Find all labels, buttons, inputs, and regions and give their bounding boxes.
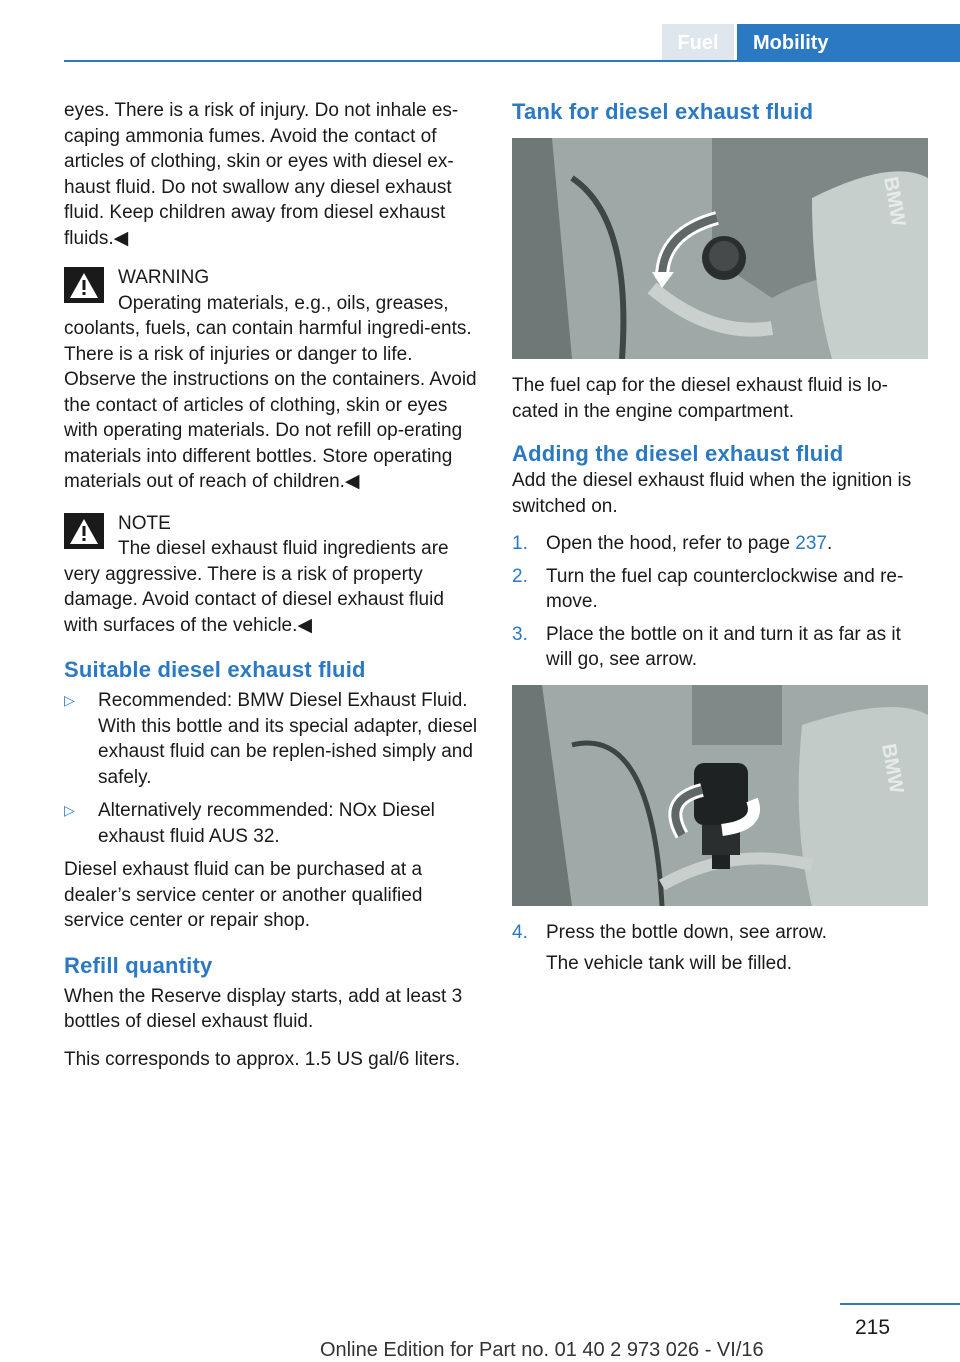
steps-list [512, 531, 928, 673]
edition-footer: Online Edition for Part no. 01 40 2 973 026 - VI/16 [320, 1339, 764, 1361]
list-item [512, 622, 928, 673]
refill-text-1: When the Reserve display starts, add at least 3 bottles of diesel exhaust fluid. [64, 985, 463, 1032]
tank-heading: Tank for diesel exhaust fluid [512, 99, 814, 124]
note-block [64, 509, 480, 639]
bullet-marker-icon: ▷ [64, 692, 75, 708]
list-item [512, 920, 928, 977]
header-rule [64, 60, 960, 62]
step-number: 4. [512, 921, 528, 943]
refill-heading: Refill quantity [64, 952, 213, 978]
brand-lettering: BMW [877, 741, 908, 795]
adding-text: Add the diesel exhaust fluid when the ignition is switched on. [512, 470, 912, 517]
step-text: Place the bottle on it and turn it as far as it will go, see arrow. [546, 623, 901, 670]
list-item [512, 531, 928, 557]
right-column [512, 98, 928, 984]
warning-text: Operating materials, e.g., oils, greases, coolants, fuels, can contain harmful ingredi‐ents. There is a risk of injuries or danger to life. Observe the instructions on the containers. Avoid the contact of articles of clothing, skin or eyes with operating materials. Do not refill op‐erating materials into different bottles. Store operating materials out of reach of children.◀ [64, 292, 477, 492]
list-item-text: Alternatively recommended: NOx Diesel exhaust fluid AUS 32. [98, 800, 435, 847]
engine-fuel-cap-photo [512, 138, 928, 359]
suitable-list [64, 688, 480, 849]
page-number: 215 [855, 1316, 891, 1339]
suitable-heading: Suitable diesel exhaust fluid [64, 657, 366, 682]
warning-title: WARNING [118, 267, 210, 288]
steps-list-continued [512, 920, 928, 977]
list-item [512, 564, 928, 615]
list-item [64, 798, 480, 849]
step-number: 1. [512, 533, 528, 554]
suitable-text: Diesel exhaust fluid can be purchased at a dealer’s service center or another qualified service center or repair shop. [64, 859, 423, 931]
list-item [64, 688, 480, 790]
list-item-text: Recommended: BMW Diesel Exhaust Fluid. With this bottle and its special adapter, diesel exhaust fluid can be replen‐ished simply and safely. [98, 690, 478, 788]
adding-heading: Adding the diesel exhaust fluid [512, 441, 844, 466]
tank-text: The fuel cap for the diesel exhaust fluid is lo‐cated in the engine compartment. [512, 375, 888, 422]
step-number: 3. [512, 623, 528, 645]
left-column [64, 98, 480, 1084]
brand-lettering: BMW [879, 175, 910, 229]
page-link[interactable]: 237 [795, 533, 827, 554]
step-number: 2. [512, 565, 528, 587]
page-header [0, 0, 960, 64]
note-text: The diesel exhaust fluid ingredients are very aggressive. There is a risk of property damage. Avoid contact of diesel exhaust fluid with surfaces of the vehicle.◀ [64, 538, 449, 636]
warning-triangle-icon [64, 267, 104, 303]
step-text: Press the bottle down, see arrow. [546, 921, 827, 943]
footer-rule [840, 1303, 960, 1305]
step-text: Turn the fuel cap counterclockwise and re‐move. [546, 565, 904, 612]
bottle-on-filler-photo [512, 685, 928, 906]
refill-text-2: This corresponds to approx. 1.5 US gal/6 liters. [64, 1048, 461, 1070]
intro-paragraph: eyes. There is a risk of injury. Do not inhale es‐caping ammonia fumes. Avoid the contact of articles of clothing, skin or eyes with diesel ex‐haust fluid. Do not swallow any diesel exhaust fluid. Keep children away from diesel exhaust fluids.◀ [64, 100, 459, 249]
tab-mobility[interactable]: Mobility [737, 24, 960, 62]
bullet-marker-icon: ▷ [64, 802, 75, 818]
warning-block [64, 263, 480, 495]
step-subtext: The vehicle tank will be filled. [546, 953, 793, 974]
step-text-end: . [827, 533, 833, 554]
note-triangle-icon [64, 513, 104, 549]
tab-fuel[interactable]: Fuel [662, 24, 734, 62]
note-title: NOTE [118, 512, 171, 534]
step-text: Open the hood, refer to page [546, 533, 796, 554]
